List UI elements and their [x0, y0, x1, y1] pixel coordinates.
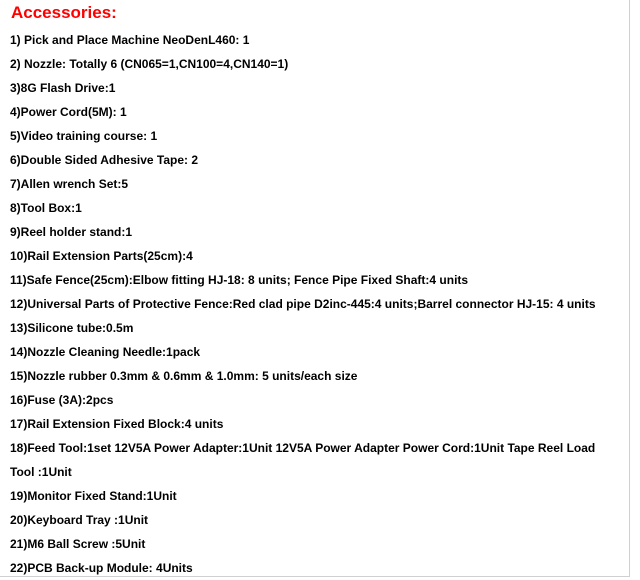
list-item: 20)Keyboard Tray :1Unit	[10, 513, 149, 527]
accessories-list	[10, 28, 622, 580]
accessories-heading: Accessories:	[11, 3, 117, 22]
list-item: 12)Universal Parts of Protective Fence:Red clad pipe D2inc-445:4 units;Barrel connector HJ-15: 4 units	[10, 297, 596, 311]
list-item: 7)Allen wrench Set:5	[10, 177, 129, 191]
list-item: 21)M6 Ball Screw :5Unit	[10, 537, 146, 551]
list-item: 4)Power Cord(5M): 1	[10, 105, 127, 119]
list-item: 8)Tool Box:1	[10, 201, 82, 215]
list-item: 5)Video training course: 1	[10, 129, 158, 143]
list-item: 11)Safe Fence(25cm):Elbow fitting HJ-18: 8 units; Fence Pipe Fixed Shaft:4 units	[10, 273, 469, 287]
list-item: 19)Monitor Fixed Stand:1Unit	[10, 489, 177, 503]
list-item: 14)Nozzle Cleaning Needle:1pack	[10, 345, 201, 359]
list-item: 22)PCB Back-up Module: 4Units	[10, 561, 193, 575]
list-item: 10)Rail Extension Parts(25cm):4	[10, 249, 193, 263]
list-item: 13)Silicone tube:0.5m	[10, 321, 134, 335]
list-item: 15)Nozzle rubber 0.3mm & 0.6mm & 1.0mm: 5 units/each size	[10, 369, 358, 383]
list-item: 17)Rail Extension Fixed Block:4 units	[10, 417, 224, 431]
list-item: 2) Nozzle: Totally 6 (CN065=1,CN100=4,CN140=1)	[10, 57, 289, 71]
list-item: 6)Double Sided Adhesive Tape: 2	[10, 153, 199, 167]
list-item: 18)Feed Tool:1set 12V5A Power Adapter:1Unit 12V5A Power Adapter Power Cord:1Unit Tape Reel Load Tool :1Unit	[10, 441, 596, 479]
list-item: 9)Reel holder stand:1	[10, 225, 133, 239]
list-item: 1) Pick and Place Machine NeoDenL460: 1	[10, 33, 250, 47]
list-item: 16)Fuse (3A):2pcs	[10, 393, 114, 407]
list-item: 3)8G Flash Drive:1	[10, 81, 116, 95]
